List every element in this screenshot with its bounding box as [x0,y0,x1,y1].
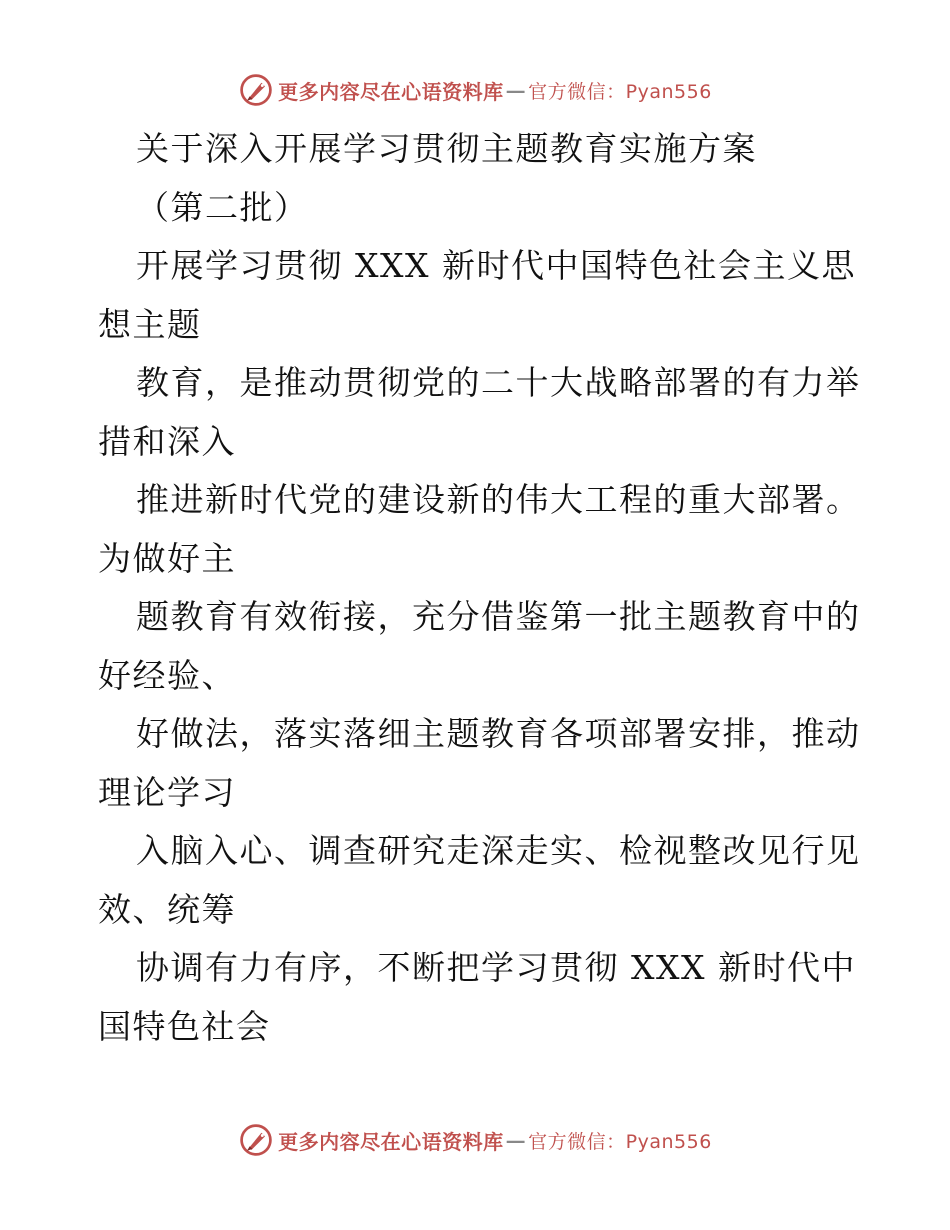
document-line: 关于深入开展学习贯彻主题教育实施方案 [136,129,757,168]
document-line: 好做法，落实落细主题教育各项部署安排，推动 [136,714,861,753]
document-line: 开展学习贯彻 XXX 新时代中国特色社会主义思 [136,246,856,285]
watermark-brand-text: 更多内容尽在心语资料库 [278,79,504,104]
watermark-wechat-text: 官方微信：Pyan556 [528,1130,712,1153]
document-line: 教育，是推动贯彻党的二十大战略部署的有力举 [136,363,861,402]
document-line: 效、统筹 [98,889,236,929]
document-line: 推进新时代党的建设新的伟大工程的重大部署。 [136,480,861,519]
pen-nib-logo-icon [238,1122,274,1158]
document-line: 题教育有效衔接，充分借鉴第一批主题教育中的 [136,597,861,636]
document-line: （第二批） [136,187,309,227]
watermark-separator: — [505,78,527,102]
footer-watermark [0,1120,950,1160]
watermark-brand-text: 更多内容尽在心语资料库 [278,1129,504,1154]
document-line: 措和深入 [98,421,236,461]
document-line: 为做好主 [98,538,236,578]
header-watermark [0,70,950,110]
watermark-separator: — [505,1128,527,1152]
document-line: 想主题 [98,304,202,344]
document-line: 国特色社会 [98,1006,271,1046]
document-line: 协调有力有序，不断把学习贯彻 XXX 新时代中 [136,948,856,987]
document-body [98,120,861,1056]
pen-nib-logo-icon [238,72,274,108]
watermark-wechat-text: 官方微信：Pyan556 [528,80,712,103]
document-line: 好经验、 [98,655,236,695]
document-line: 理论学习 [98,772,236,812]
document-line: 入脑入心、调查研究走深走实、检视整改见行见 [136,831,861,870]
